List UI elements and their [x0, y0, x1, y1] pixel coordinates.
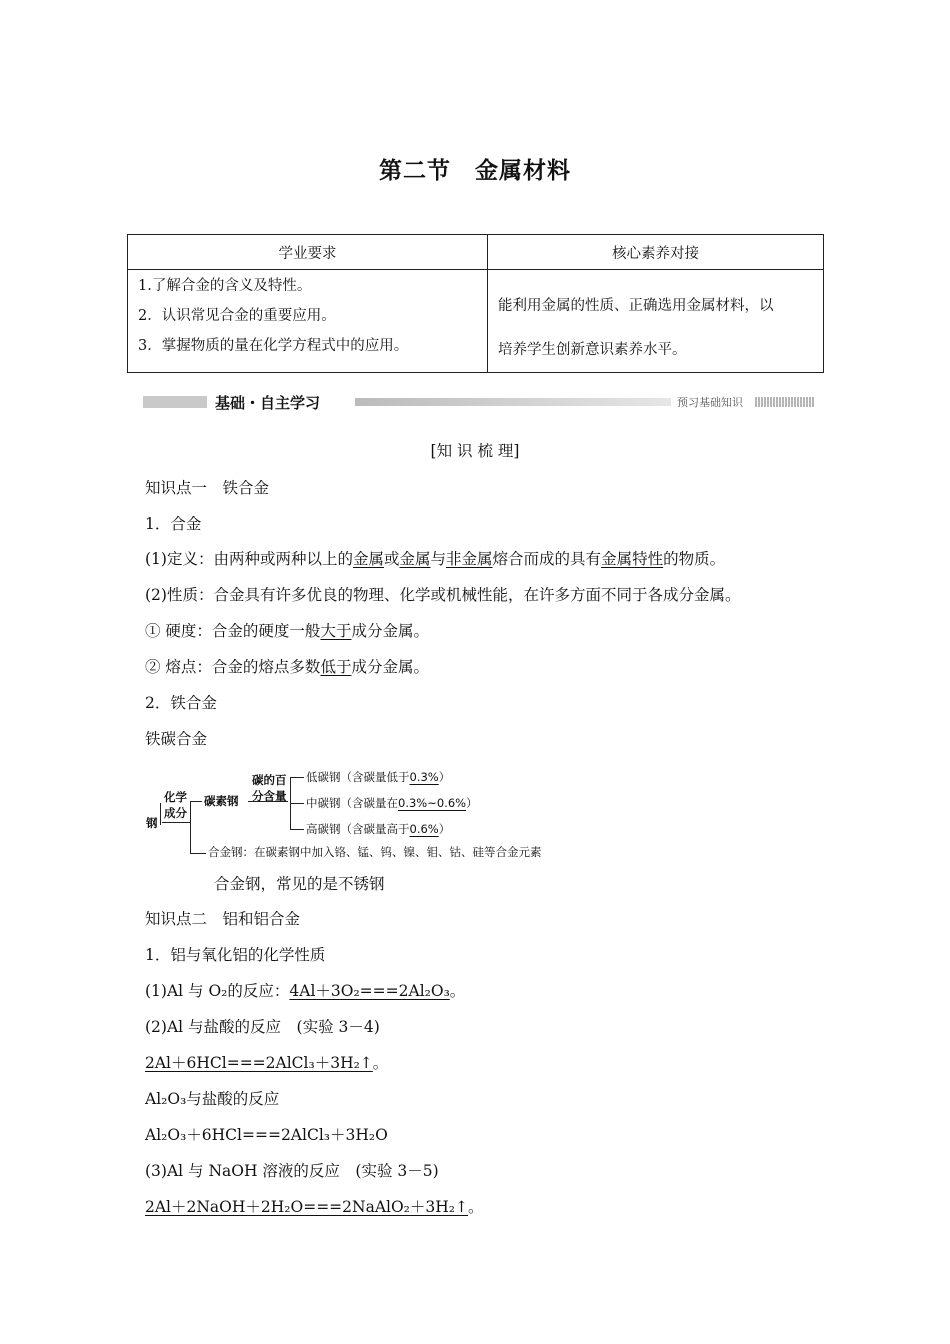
page-title: 第二节 金属材料	[379, 158, 571, 184]
heading: 知识点二 铝和铝合金	[145, 910, 301, 928]
diagram-label: 低碳钢（含碳量低于0.3%）	[306, 770, 451, 784]
subheading: 1．铝与氧化铝的化学性质	[145, 946, 326, 964]
reaction-line: (1)Al 与 O₂的反应：4Al＋3O₂===2Al₂O₃。	[145, 982, 466, 1000]
diagram-line	[290, 777, 304, 778]
iron-carbon-diagram	[144, 765, 584, 863]
diagram-line	[190, 801, 191, 853]
answer-blank: 低于	[320, 658, 352, 676]
list-item: 2．认识常见合金的重要应用。	[138, 308, 336, 324]
heading: 知识点一 铁合金	[145, 479, 270, 497]
answer-blank: 非金属	[446, 550, 493, 568]
diagram-line	[290, 829, 304, 830]
diagram-label: 化学	[164, 790, 187, 804]
reaction-line: (3)Al 与 NaOH 溶液的反应 (实验 3－5)	[145, 1162, 439, 1180]
diagram-label: 成分	[164, 806, 187, 820]
equation-line: Al₂O₃＋6HCl===2AlCl₃＋3H₂O	[145, 1126, 388, 1144]
melting-line: ② 熔点：合金的熔点多数低于成分金属。	[145, 658, 429, 676]
answer-blank: 金属	[352, 550, 384, 568]
equation: 2Al＋6HCl===2AlCl₃＋3H₂↑	[145, 1054, 373, 1072]
equation-line: 2Al＋2NaOH＋2H₂O===2NaAlO₂＋3H₂↑。	[145, 1198, 484, 1216]
reaction-line: (2)Al 与盐酸的反应 (实验 3－4)	[145, 1018, 380, 1036]
subheading: 1．合金	[145, 515, 202, 533]
text-line: 培养学生创新意识素养水平。	[498, 342, 687, 358]
answer-blank: 金属特性	[601, 550, 664, 568]
equation-line: 2Al＋6HCl===2AlCl₃＋3H₂↑。	[145, 1054, 389, 1072]
diagram-label: 中碳钢（含碳量在0.3%~0.6%）	[306, 796, 478, 810]
table-cell	[128, 270, 488, 373]
diagram-label: 钢	[146, 816, 158, 830]
diagram-line	[290, 803, 304, 804]
text-line: 能利用金属的性质、正确选用金属材料，以	[498, 298, 774, 314]
diagram-label: 高碳钢（含碳量高于0.6%）	[306, 822, 451, 836]
section-label: [知 识 梳 理]	[430, 442, 520, 460]
diagram-label: 碳素钢	[204, 794, 239, 808]
subheading: 2．铁合金	[145, 694, 217, 712]
definition-line: (1)定义：由两种或两种以上的金属或金属与非金属熔合而成的具有金属特性的物质。	[145, 550, 726, 568]
requirements-table	[127, 234, 824, 373]
banner-bar	[143, 396, 207, 408]
equation: 4Al＋3O₂===2Al₂O₃	[289, 982, 450, 1000]
hardness-line: ① 硬度：合金的硬度一般大于成分金属。	[145, 622, 429, 640]
subheading: 铁碳合金	[145, 730, 208, 748]
table-header: 核心素养对接	[488, 235, 824, 270]
diagram-line	[190, 801, 202, 802]
answer-blank: 大于	[320, 622, 352, 640]
banner-title: 基础・自主学习	[215, 394, 321, 412]
reaction-line: Al₂O₃与盐酸的反应	[145, 1090, 280, 1108]
section-banner	[143, 392, 815, 412]
list-item: 1.了解合金的含义及特性。	[138, 278, 312, 294]
banner-bar	[755, 397, 815, 407]
diagram-line	[160, 803, 161, 825]
answer-blank: 金属	[399, 550, 431, 568]
diagram-label: 分含量	[252, 789, 287, 803]
diagram-label: 合金钢：在碳素钢中加入铬、锰、钨、镍、钼、钴、硅等合金元素	[208, 845, 542, 859]
table-header: 学业要求	[128, 235, 488, 270]
list-item: 3．掌握物质的量在化学方程式中的应用。	[138, 338, 409, 354]
diagram-line	[190, 853, 206, 854]
equation: 2Al＋2NaOH＋2H₂O===2NaAlO₂＋3H₂↑	[145, 1198, 468, 1216]
note-line: 合金钢，常见的是不锈钢	[214, 875, 385, 893]
property-line: (2)性质：合金具有许多优良的物理、化学或机械性能，在许多方面不同于各成分金属。	[145, 586, 741, 604]
banner-subtitle: 预习基础知识	[677, 396, 743, 409]
banner-bar	[355, 398, 671, 406]
diagram-label: 碳的百	[252, 773, 287, 787]
diagram-line	[162, 822, 190, 823]
table-cell	[488, 270, 824, 373]
